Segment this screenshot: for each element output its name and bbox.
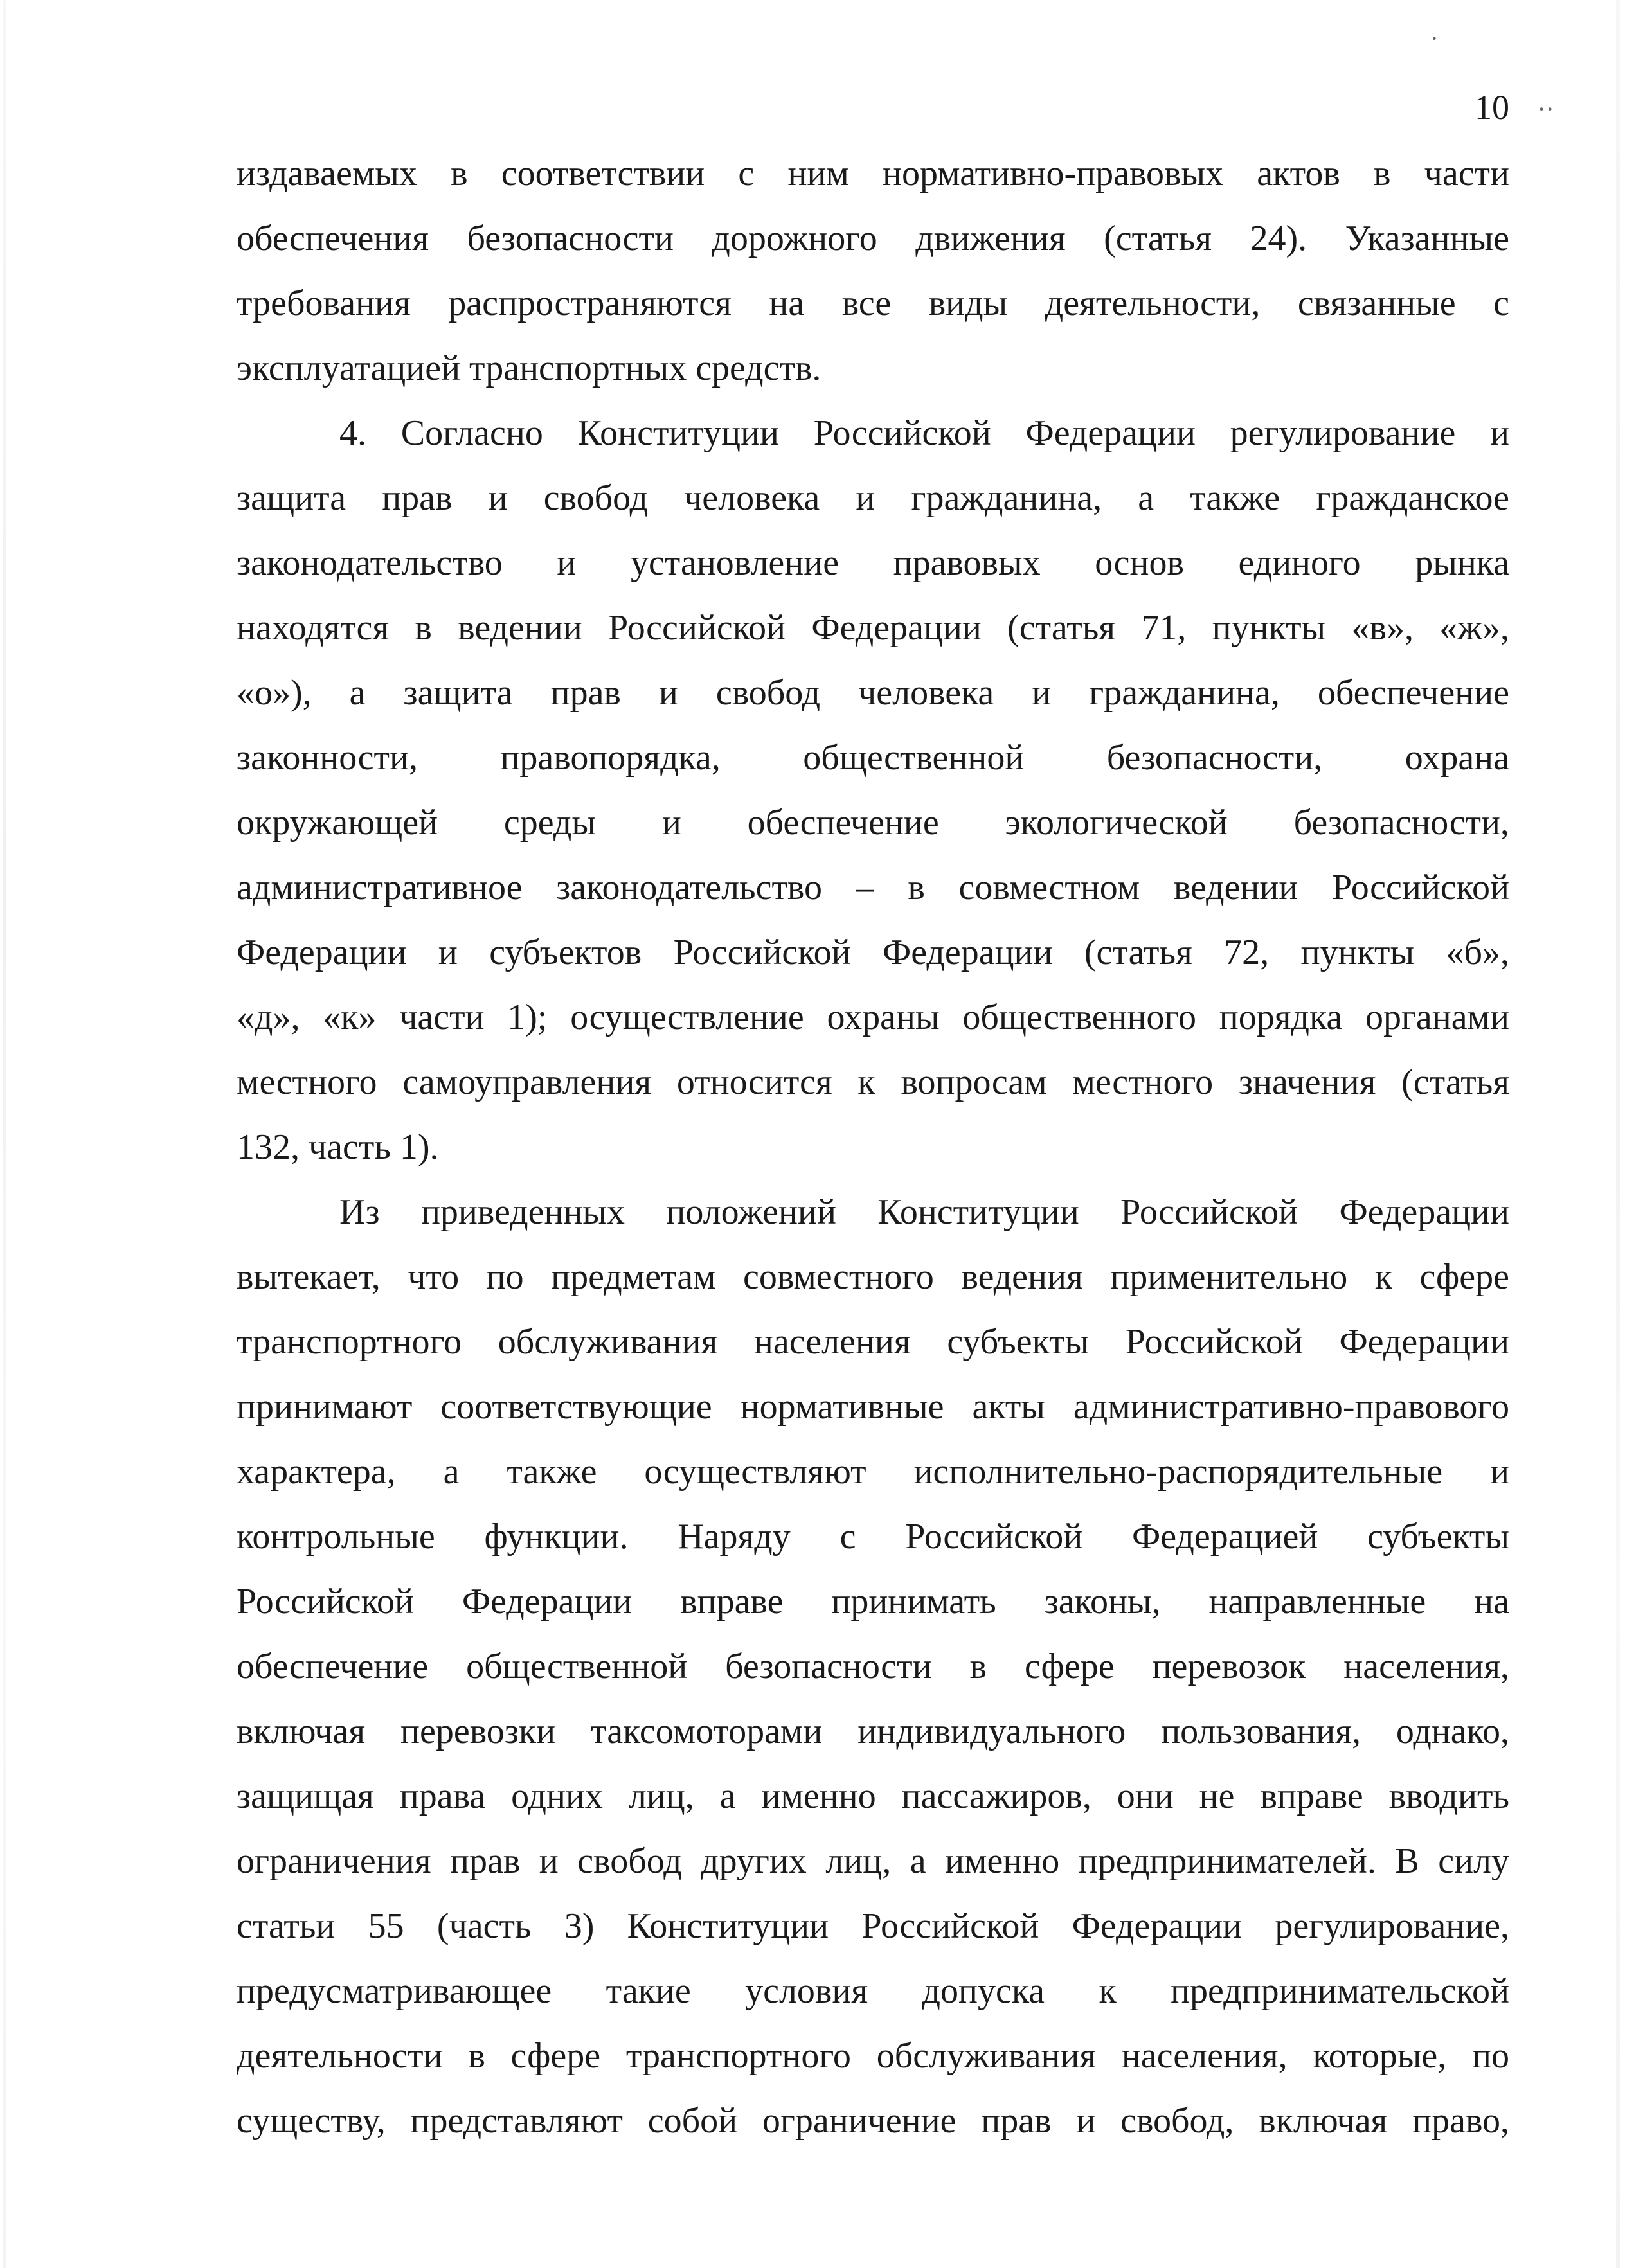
- text-line: находятся в ведении Российской Федерации (статья 71, пункты «в», «ж»,: [237, 608, 1509, 648]
- text-line: эксплуатацией транспортных средств.: [237, 348, 821, 388]
- text-line: законности, правопорядка, общественной безопасности, охрана: [237, 738, 1509, 778]
- text-line: защита прав и свобод человека и гражданина, а также гражданское: [237, 478, 1509, 518]
- text-line: 132, часть 1).: [237, 1127, 439, 1167]
- text-line: «д», «к» части 1); осуществление охраны общественного порядка органами: [237, 997, 1509, 1037]
- text-line: требования распространяются на все виды деятельности, связанные с: [237, 283, 1509, 323]
- text-line: Федерации и субъектов Российской Федерации (статья 72, пункты «б»,: [237, 933, 1509, 972]
- scan-mark: ··: [1537, 94, 1554, 123]
- page-number: 10: [1475, 88, 1509, 127]
- scan-edge-left: [3, 0, 6, 2268]
- text-line: принимают соответствующие нормативные акты административно-правового: [237, 1387, 1509, 1427]
- text-line: ограничения прав и свобод других лиц, а именно предпринимателей. В силу: [237, 1841, 1509, 1881]
- text-line: окружающей среды и обеспечение экологической безопасности,: [237, 803, 1509, 843]
- paragraph-first-line: 4. Согласно Конституции Российской Федерации регулирование и: [339, 413, 1509, 453]
- document-body: [237, 141, 1509, 2154]
- text-line: предусматривающее такие условия допуска к предпринимательской: [237, 1971, 1509, 2011]
- text-line: Российской Федерации вправе принимать законы, направленные на: [237, 1582, 1509, 1621]
- text-line: обеспечения безопасности дорожного движения (статья 24). Указанные: [237, 219, 1509, 258]
- paragraph-first-line: Из приведенных положений Конституции Российской Федерации: [339, 1192, 1509, 1232]
- text-line: местного самоуправления относится к вопросам местного значения (статья: [237, 1062, 1509, 1102]
- text-line: административное законодательство – в совместном ведении Российской: [237, 868, 1509, 907]
- text-line: характера, а также осуществляют исполнительно-распорядительные и: [237, 1452, 1509, 1492]
- text-line: вытекает, что по предметам совместного ведения применительно к сфере: [237, 1257, 1509, 1297]
- text-line: обеспечение общественной безопасности в сфере перевозок населения,: [237, 1647, 1509, 1686]
- scan-mark: ·: [1430, 24, 1439, 53]
- text-line: статьи 55 (часть 3) Конституции Российской Федерации регулирование,: [237, 1906, 1509, 1946]
- text-line: включая перевозки таксомоторами индивидуального пользования, однако,: [237, 1711, 1509, 1751]
- text-line: деятельности в сфере транспортного обслуживания населения, которые, по: [237, 2036, 1509, 2076]
- scan-edge-right: [1616, 0, 1620, 2268]
- text-line: существу, представляют собой ограничение прав и свобод, включая право,: [237, 2101, 1509, 2141]
- text-line: защищая права одних лиц, а именно пассажиров, они не вправе вводить: [237, 1776, 1509, 1816]
- text-line: транспортного обслуживания населения субъекты Российской Федерации: [237, 1322, 1509, 1362]
- text-line: «о»), а защита прав и свобод человека и гражданина, обеспечение: [237, 673, 1509, 713]
- text-line: законодательство и установление правовых основ единого рынка: [237, 543, 1509, 583]
- text-line: контрольные функции. Наряду с Российской Федерацией субъекты: [237, 1517, 1509, 1557]
- text-line: издаваемых в соответствии с ним нормативно-правовых актов в части: [237, 154, 1509, 193]
